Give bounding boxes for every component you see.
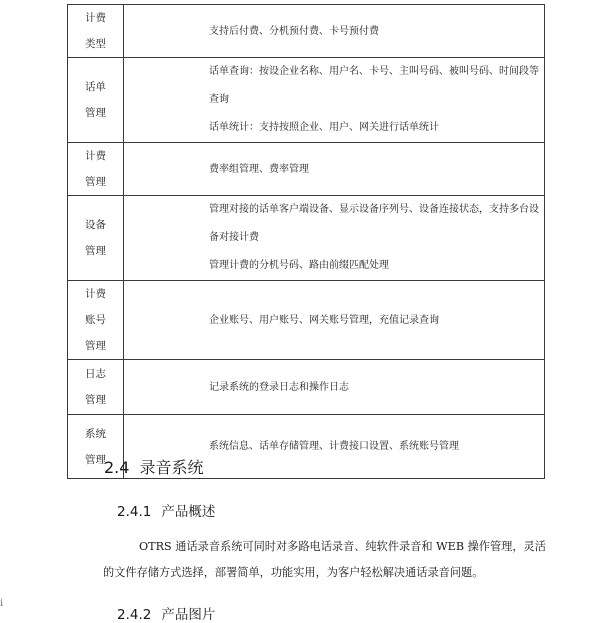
category-cell xyxy=(68,360,124,415)
description-text: 支持后付费、分机预付费、卡号预付费 xyxy=(209,25,379,37)
description-text: 记录系统的登录日志和操作日志 xyxy=(209,381,349,393)
description-text: 管理计费的分机号码、路由前缀匹配处理 xyxy=(209,260,389,271)
overview-paragraph xyxy=(103,534,553,586)
description-text: 话单统计：支持按照企业、用户、网关进行话单统计 xyxy=(209,122,439,133)
description-text: 系统信息、话单存储管理、计费接口设置、系统账号管理 xyxy=(209,441,459,452)
subsection-heading-images xyxy=(117,603,215,623)
subsection-heading-overview xyxy=(117,500,215,520)
category-cell xyxy=(68,58,124,143)
description-cell xyxy=(124,5,545,58)
table-row xyxy=(68,58,545,143)
category-cell xyxy=(68,196,124,281)
subsection-number: 2.4.1 xyxy=(117,504,152,520)
description-cell xyxy=(124,58,545,143)
table-row xyxy=(68,281,545,360)
margin-mark: i xyxy=(0,598,4,609)
category-label: 管理 xyxy=(85,107,106,119)
description-cell xyxy=(124,281,545,360)
category-cell xyxy=(68,143,124,196)
category-label: 计费 xyxy=(85,12,106,24)
table-row xyxy=(68,360,545,415)
table-row xyxy=(68,143,545,196)
feature-table xyxy=(67,4,545,479)
category-label: 管理 xyxy=(85,176,106,188)
table-row xyxy=(68,196,545,281)
description-text: 话单查询：按设企业名称、用户名、卡号、主叫号码、被叫号码、时间段等查询 xyxy=(209,66,539,105)
description-text: 管理对接的话单客户端设备、显示设备序列号、设备连接状态，支持多台设备对接计费 xyxy=(209,204,539,243)
table-body xyxy=(68,5,545,479)
section-number: 2.4 xyxy=(104,458,130,477)
description-text: 费率组管理、费率管理 xyxy=(209,163,309,175)
subsection-title: 产品概述 xyxy=(161,504,216,520)
category-label: 账号 xyxy=(85,314,106,326)
table-row xyxy=(68,5,545,58)
category-cell xyxy=(68,5,124,58)
paragraph-line-1: OTRS 通话录音系统可同时对多路电话录音、纯软件录音和 WEB 操作管理，灵活 xyxy=(139,540,546,553)
category-label: 计费 xyxy=(85,288,106,300)
category-label: 系统 xyxy=(85,427,106,440)
description-cell xyxy=(124,196,545,281)
category-label: 管理 xyxy=(85,340,106,352)
category-label: 日志 xyxy=(85,368,106,380)
description-cell xyxy=(124,143,545,196)
category-label: 管理 xyxy=(85,245,106,257)
category-label: 话单 xyxy=(85,81,106,93)
description-text: 企业账号、用户账号、网关账号管理，充值记录查询 xyxy=(209,314,439,326)
description-cell xyxy=(124,360,545,415)
category-label: 计费 xyxy=(85,150,106,162)
subsection-title: 产品图片 xyxy=(161,607,216,623)
category-cell xyxy=(68,281,124,360)
section-title: 录音系统 xyxy=(139,458,204,477)
category-label: 设备 xyxy=(85,219,106,231)
category-label: 管理 xyxy=(85,394,106,406)
subsection-number: 2.4.2 xyxy=(117,607,152,623)
category-label: 管理 xyxy=(85,453,106,466)
paragraph-line-2: 的文件存储方式选择，部署简单，功能实用，为客户轻松解决通话录音问题。 xyxy=(103,566,484,579)
category-label: 类型 xyxy=(85,38,106,50)
section-heading xyxy=(104,455,203,478)
